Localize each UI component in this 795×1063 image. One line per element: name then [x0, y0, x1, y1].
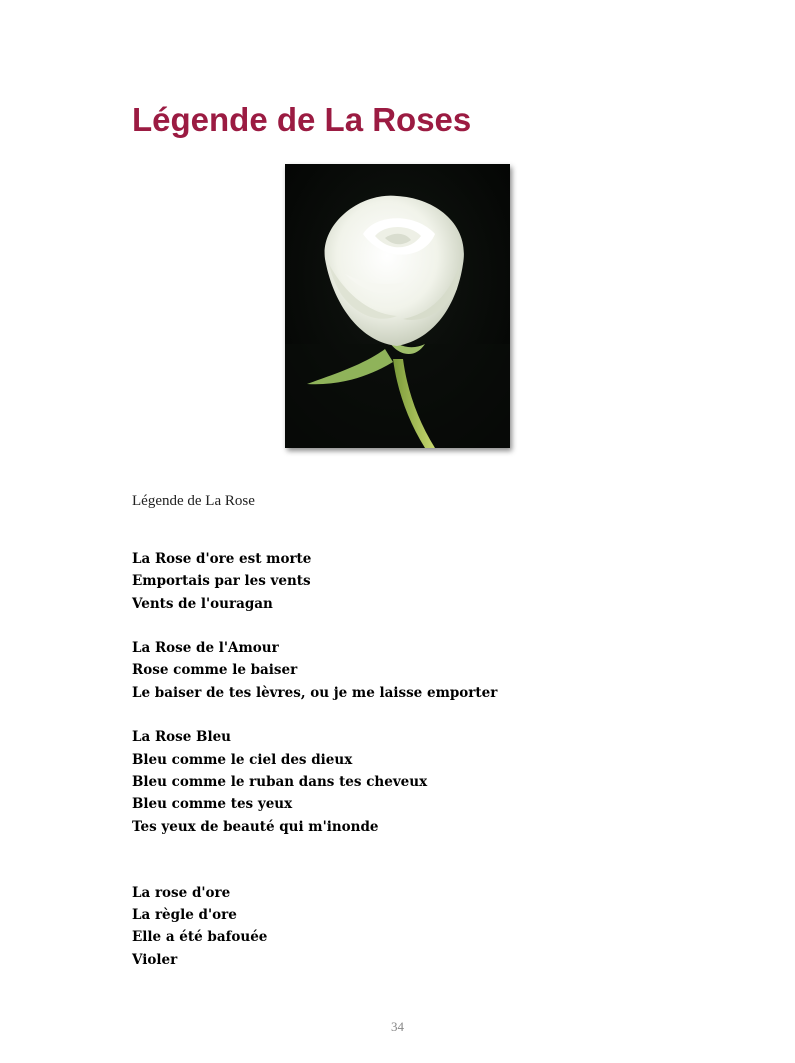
stanza-2: [132, 637, 497, 704]
image-caption: Légende de La Rose: [132, 493, 255, 509]
poem: [132, 548, 497, 971]
stanza-3: [132, 726, 497, 837]
poem-line: La Rose Bleu: [132, 729, 231, 746]
poem-line: Bleu comme tes yeux: [132, 796, 293, 813]
poem-line: Bleu comme le ciel des dieux: [132, 751, 353, 768]
poem-line: Elle a été bafouée: [132, 929, 268, 946]
poem-line: La Rose d'ore est morte: [132, 551, 312, 567]
page-title: Légende de La Roses: [132, 101, 472, 138]
poem-line: Emportais par les vents: [132, 573, 311, 590]
poem-line: Tes yeux de beauté qui m'inonde: [132, 818, 379, 835]
poem-line: La rose d'ore: [132, 884, 231, 901]
poem-line: Rose comme le baiser: [132, 662, 298, 679]
poem-line: La règle d'ore: [132, 907, 237, 924]
poem-line: Le baiser de tes lèvres, ou je me laisse emporter: [132, 684, 498, 701]
poem-line: Bleu comme le ruban dans tes cheveux: [132, 773, 428, 790]
poem-line: Vents de l'ouragan: [132, 595, 273, 612]
poem-line: Violer: [132, 951, 178, 968]
stanza-4: [132, 882, 497, 971]
stanza-1: [132, 548, 497, 615]
poem-line: La Rose de l'Amour: [132, 640, 279, 657]
page-number: 34: [391, 1019, 404, 1034]
white-rose-photo: [285, 164, 510, 448]
